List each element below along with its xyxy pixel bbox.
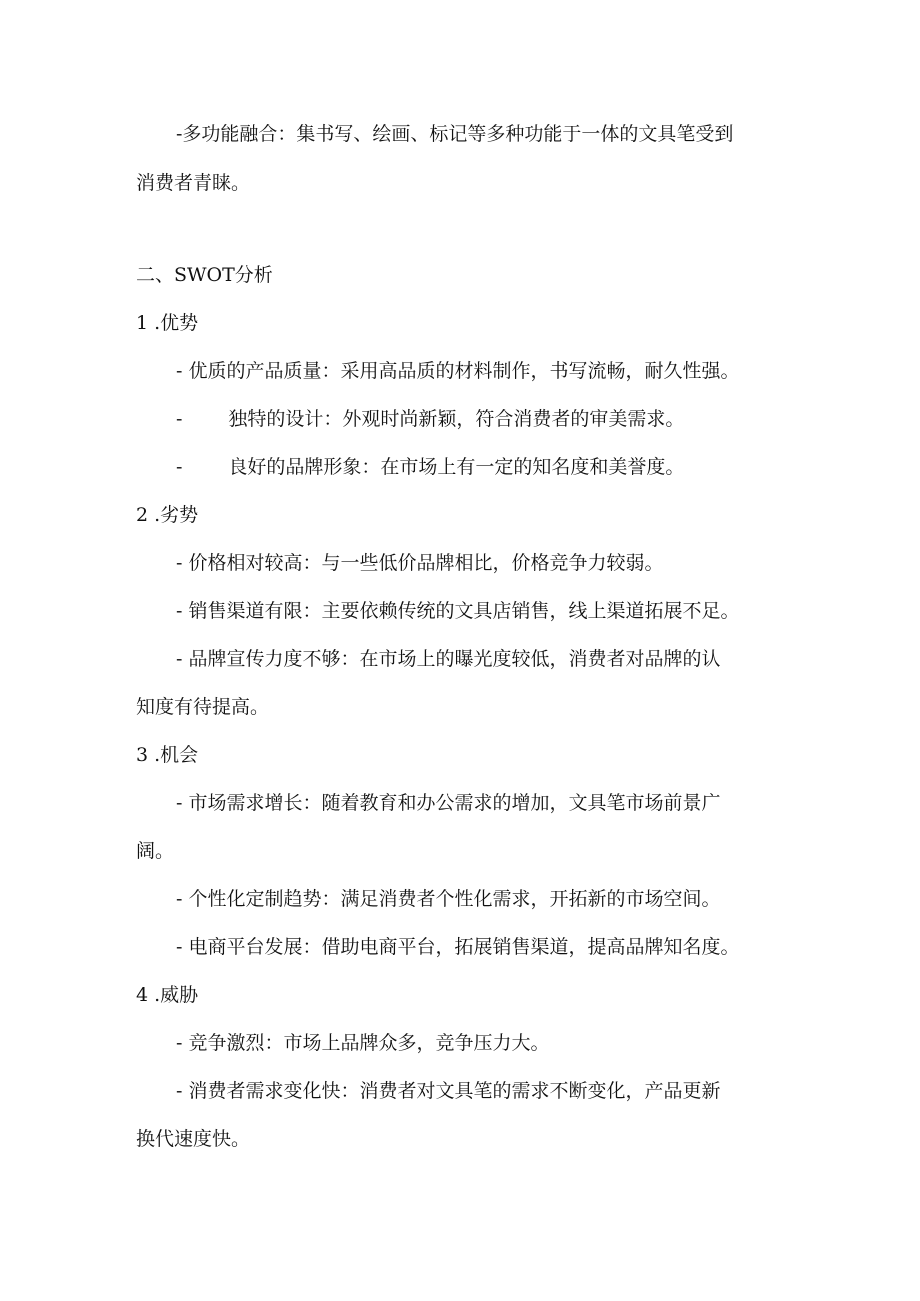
item-text: 良好的品牌形象：在市场上有一定的知名度和美誉度。	[228, 456, 685, 478]
intro-line-1: -多功能融合：集书写、绘画、标记等多种功能于一体的文具笔受到	[176, 123, 734, 145]
group-heading-strengths: 1 .优势	[136, 312, 199, 334]
list-item	[176, 647, 720, 671]
item-text: 市场需求增长：随着教育和办公需求的增加，文具笔市场前景广	[188, 792, 721, 814]
list-item-continuation: 阔。	[136, 840, 175, 862]
list-item	[176, 599, 739, 623]
list-item-continuation: 换代速度快。	[136, 1128, 251, 1150]
item-dash: -	[176, 456, 183, 478]
item-text: 电商平台发展：借助电商平台，拓展销售渠道，提高品牌知名度。	[188, 936, 740, 958]
list-item	[176, 455, 684, 479]
item-dash: -	[176, 648, 183, 670]
list-item	[176, 1031, 549, 1055]
item-text: 销售渠道有限：主要依赖传统的文具店销售，线上渠道拓展不足。	[188, 600, 740, 622]
item-dash: -	[176, 360, 183, 382]
item-dash: -	[176, 600, 183, 622]
item-dash: -	[176, 792, 183, 814]
list-item	[176, 887, 720, 911]
item-text: 个性化定制趋势：满足消费者个性化需求，开拓新的市场空间。	[188, 888, 721, 910]
item-dash: -	[176, 408, 183, 430]
list-item	[176, 791, 720, 815]
group-heading-weaknesses: 2 .劣势	[136, 504, 199, 526]
item-text: 品牌宣传力度不够：在市场上的曝光度较低，消费者对品牌的认	[188, 648, 721, 670]
list-item	[176, 551, 663, 575]
item-text: 优质的产品质量：采用高品质的材料制作，书写流畅，耐久性强。	[188, 360, 740, 382]
item-dash: -	[176, 888, 183, 910]
section-title: 二、SWOT分析	[136, 264, 273, 286]
item-dash: -	[176, 1080, 183, 1102]
item-dash: -	[176, 1032, 183, 1054]
list-item	[176, 1079, 720, 1103]
list-item	[176, 359, 739, 383]
group-heading-opportunities: 3 .机会	[136, 744, 199, 766]
list-item	[176, 935, 739, 959]
item-text: 竞争激烈：市场上品牌众多，竞争压力大。	[188, 1032, 550, 1054]
item-text: 独特的设计：外观时尚新颖，符合消费者的审美需求。	[228, 408, 685, 430]
list-item	[176, 407, 684, 431]
list-item-continuation: 知度有待提高。	[136, 696, 270, 718]
group-heading-threats: 4 .威胁	[136, 984, 199, 1006]
item-text: 价格相对较高：与一些低价品牌相比，价格竞争力较弱。	[188, 552, 664, 574]
item-text: 消费者需求变化快：消费者对文具笔的需求不断变化，产品更新	[188, 1080, 721, 1102]
intro-line-2: 消费者青睐。	[136, 172, 251, 194]
item-dash: -	[176, 936, 183, 958]
item-dash: -	[176, 552, 183, 574]
